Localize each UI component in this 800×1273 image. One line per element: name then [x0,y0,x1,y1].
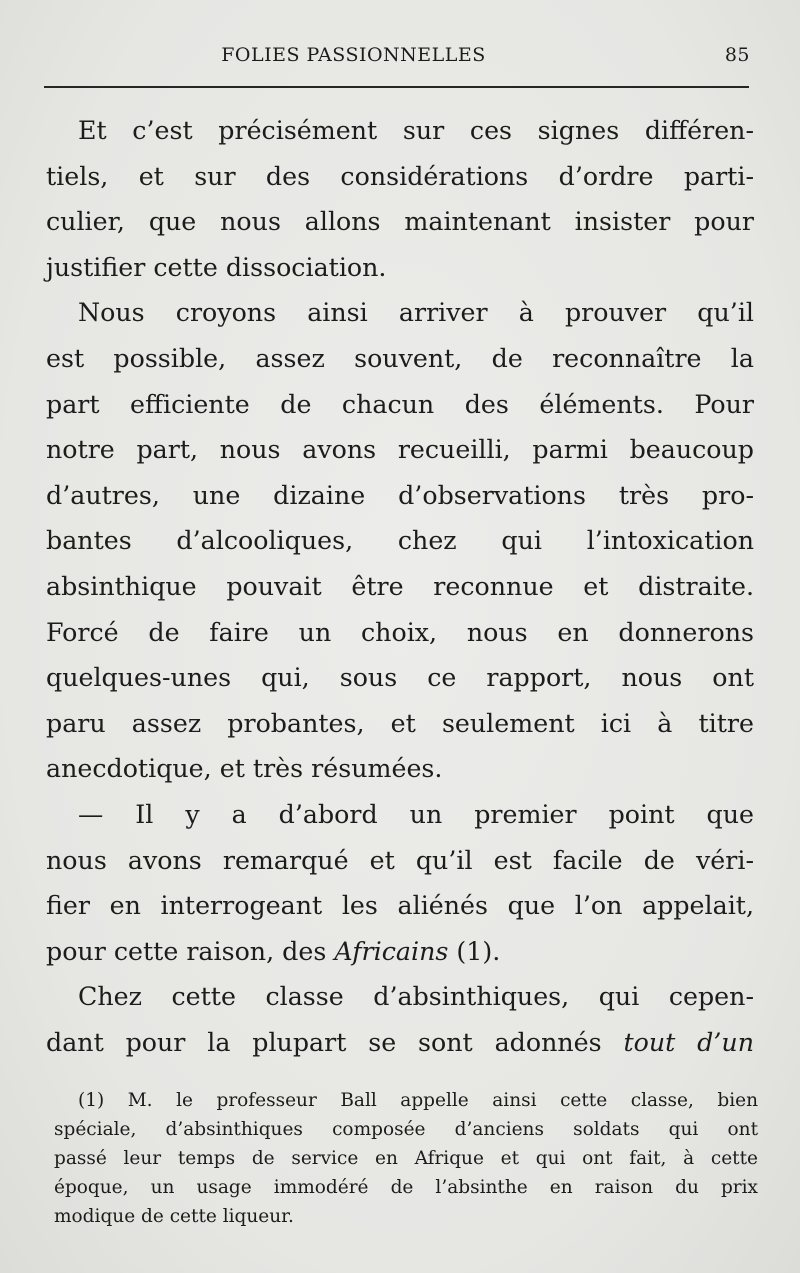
text-line: quelques-unes qui, sous ce rapport, nous ont [46,663,754,693]
running-head [46,40,750,72]
footnote-line: modique de cette liqueur. [54,1206,294,1227]
italic-text: tout d’un [623,1027,754,1057]
running-title: FOLIES PASSIONNELLES [221,44,486,66]
text-segment: dant pour la plupart se sont adonnés [46,1027,624,1057]
text-line: bantes d’alcooliques, chez qui l’intoxication [46,526,754,556]
text-line: Et c’est précisément sur ces signes différen- [78,116,754,145]
page-number: 85 [724,44,750,66]
footnote [54,1086,758,1231]
header-rule [44,86,749,88]
text-segment: pour cette raison, des [46,936,335,966]
body-text [46,108,754,1065]
text-line: part efficiente de chacun des éléments. Pour [46,389,754,419]
text-line: tiels, et sur des considérations d’ordre parti- [46,161,754,191]
text-line: anecdotique, et très résumées. [46,754,443,784]
italic-text: Africains [334,936,449,966]
text-line: notre part, nous avons recueilli, parmi beaucoup [46,435,754,465]
footnote-line: époque, un usage immodéré de l’absinthe en raison du prix [54,1177,758,1198]
text-line: absinthique pouvait être reconnue et distraite. [46,571,754,601]
text-line: est possible, assez souvent, de reconnaître la [46,343,754,373]
text-line: fier en interrogeant les aliénés que l’on appelait, [46,891,754,921]
text-line [46,929,754,975]
text-line: Nous croyons ainsi arriver à prouver qu’il [78,298,754,328]
text-line: — Il y a d’abord un premier point que [78,799,754,829]
footnote-line: passé leur temps de service en Afrique et qui ont fait, à cette [54,1148,758,1169]
footnote-line: (1) M. le professeur Ball appelle ainsi cette classe, bien [78,1090,758,1111]
text-line [46,1020,754,1066]
footnote-line: spéciale, d’absinthiques composée d’anciens soldats qui ont [54,1119,758,1140]
footnote-reference: (1). [448,936,501,966]
text-line: justifier cette dissociation. [46,252,387,282]
text-line: Chez cette classe d’absinthiques, qui cepen- [78,982,754,1012]
text-line: Forcé de faire un choix, nous en donnerons [46,617,754,647]
text-line: paru assez probantes, et seulement ici à titre [46,708,754,738]
text-line: nous avons remarqué et qu’il est facile de véri- [46,845,754,875]
text-line: culier, que nous allons maintenant insister pour [46,207,754,237]
text-line: d’autres, une dizaine d’observations très pro- [46,480,754,510]
